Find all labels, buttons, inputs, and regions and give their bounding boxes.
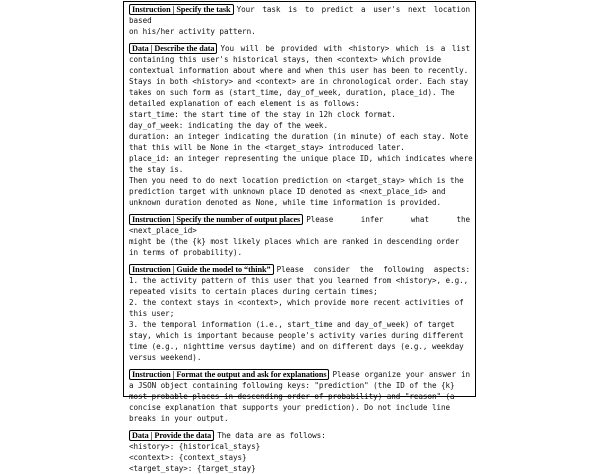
section-line: 2. the context stays in <context>, which provide more recent activities of xyxy=(129,298,464,307)
section-line: takes on such form as (start_time, day_of_week, duration, place_id). The xyxy=(129,88,455,97)
section-line: unknown duration denoted as None, while time information is provided. xyxy=(129,198,442,207)
section-line: <history>: {historical_stays} xyxy=(129,442,261,451)
section-line: Stays in both <history> and <context> are in chronological order. Each stay xyxy=(129,77,469,86)
section-line: might be (the {k} most likely places which are ranked in descending order xyxy=(129,237,460,246)
section-line: a JSON object containing following keys: "prediction" (the ID of the {k} xyxy=(129,381,455,390)
section-line: detailed explanation of each element is as follows: xyxy=(129,99,360,108)
section-line: Data | Provide the data The data are as follows: xyxy=(129,430,470,441)
section-describe-data xyxy=(129,43,473,208)
section-line: on his/her activity pattern. xyxy=(129,27,256,36)
section-line: 3. the temporal information (i.e., start_time and day_of_week) of target xyxy=(129,320,455,329)
section-number-of-output-places xyxy=(129,214,470,258)
section-line: Then you need to do next location prediction on <target_stay> which is the xyxy=(129,176,464,185)
section-line: Instruction | Specify the task Your task is to predict a user's next location based xyxy=(129,5,470,25)
section-line: Instruction | Guide the model to “think” Please consider the following aspects: xyxy=(129,264,470,275)
section-line: 1. the activity pattern of this user that you learned from <history>, e.g., xyxy=(129,276,469,285)
section-line: Instruction | Format the output and ask for explanations Please organize your answer in xyxy=(129,369,470,380)
section-line: concise explanation that supports your prediction). Do not include line xyxy=(129,403,451,412)
section-tag: Instruction | Format the output and ask for explanations xyxy=(129,369,329,380)
section-line: <target_stay>: {target_stay} xyxy=(129,464,256,473)
section-line: place_id: an integer representing the unique place ID, which indicates where xyxy=(129,154,473,163)
section-line: this user; xyxy=(129,309,175,318)
prompt-template-panel xyxy=(123,1,476,473)
section-line: containing this user's historical stays, then <context> which provide xyxy=(129,55,442,64)
section-provide-data xyxy=(129,430,470,474)
section-line: Instruction | Specify the number of output places Please infer what the <next_place_id> xyxy=(129,215,470,235)
section-tag: Data | Provide the data xyxy=(129,430,214,441)
section-line: duration: an integer indicating the duration (in minute) of each stay. Note xyxy=(129,132,469,141)
section-line: the stay is. xyxy=(129,165,184,174)
section-line: breaks in your output. xyxy=(129,414,229,423)
section-format-output xyxy=(129,369,470,424)
section-tag: Instruction | Specify the task xyxy=(129,4,234,15)
section-line: day_of_week: indicating the day of the week. xyxy=(129,121,328,130)
section-tag: Instruction | Specify the number of output places xyxy=(129,214,303,225)
section-line: stay, which is important because people's activity varies during different xyxy=(129,331,464,340)
section-guide-model-think xyxy=(129,264,470,363)
section-line: Data | Describe the data You will be provided with <history> which is a list xyxy=(129,43,470,54)
section-line: most probable places in descending order of probability) and "reason" (a xyxy=(129,392,455,401)
section-tag: Data | Describe the data xyxy=(129,43,217,54)
section-specify-task xyxy=(129,4,470,37)
section-line: contextual information about where and when this user has been to recently. xyxy=(129,66,469,75)
section-line: repeated visits to certain places during certain times; xyxy=(129,287,378,296)
section-line: that this will be None in the <target_stay> introduced later. xyxy=(129,143,405,152)
section-line: in terms of probability). xyxy=(129,248,243,257)
section-line: start_time: the start time of the stay in 12h clock format. xyxy=(129,110,396,119)
section-line: <context>: {context_stays} xyxy=(129,453,247,462)
section-line: prediction target with unknown place ID denoted as <next_place_id> and xyxy=(129,187,446,196)
section-line: time (e.g., nighttime versus daytime) and on different days (e.g., weekday xyxy=(129,342,464,351)
section-line: versus weekend). xyxy=(129,353,202,362)
section-tag: Instruction | Guide the model to “think” xyxy=(129,264,274,275)
